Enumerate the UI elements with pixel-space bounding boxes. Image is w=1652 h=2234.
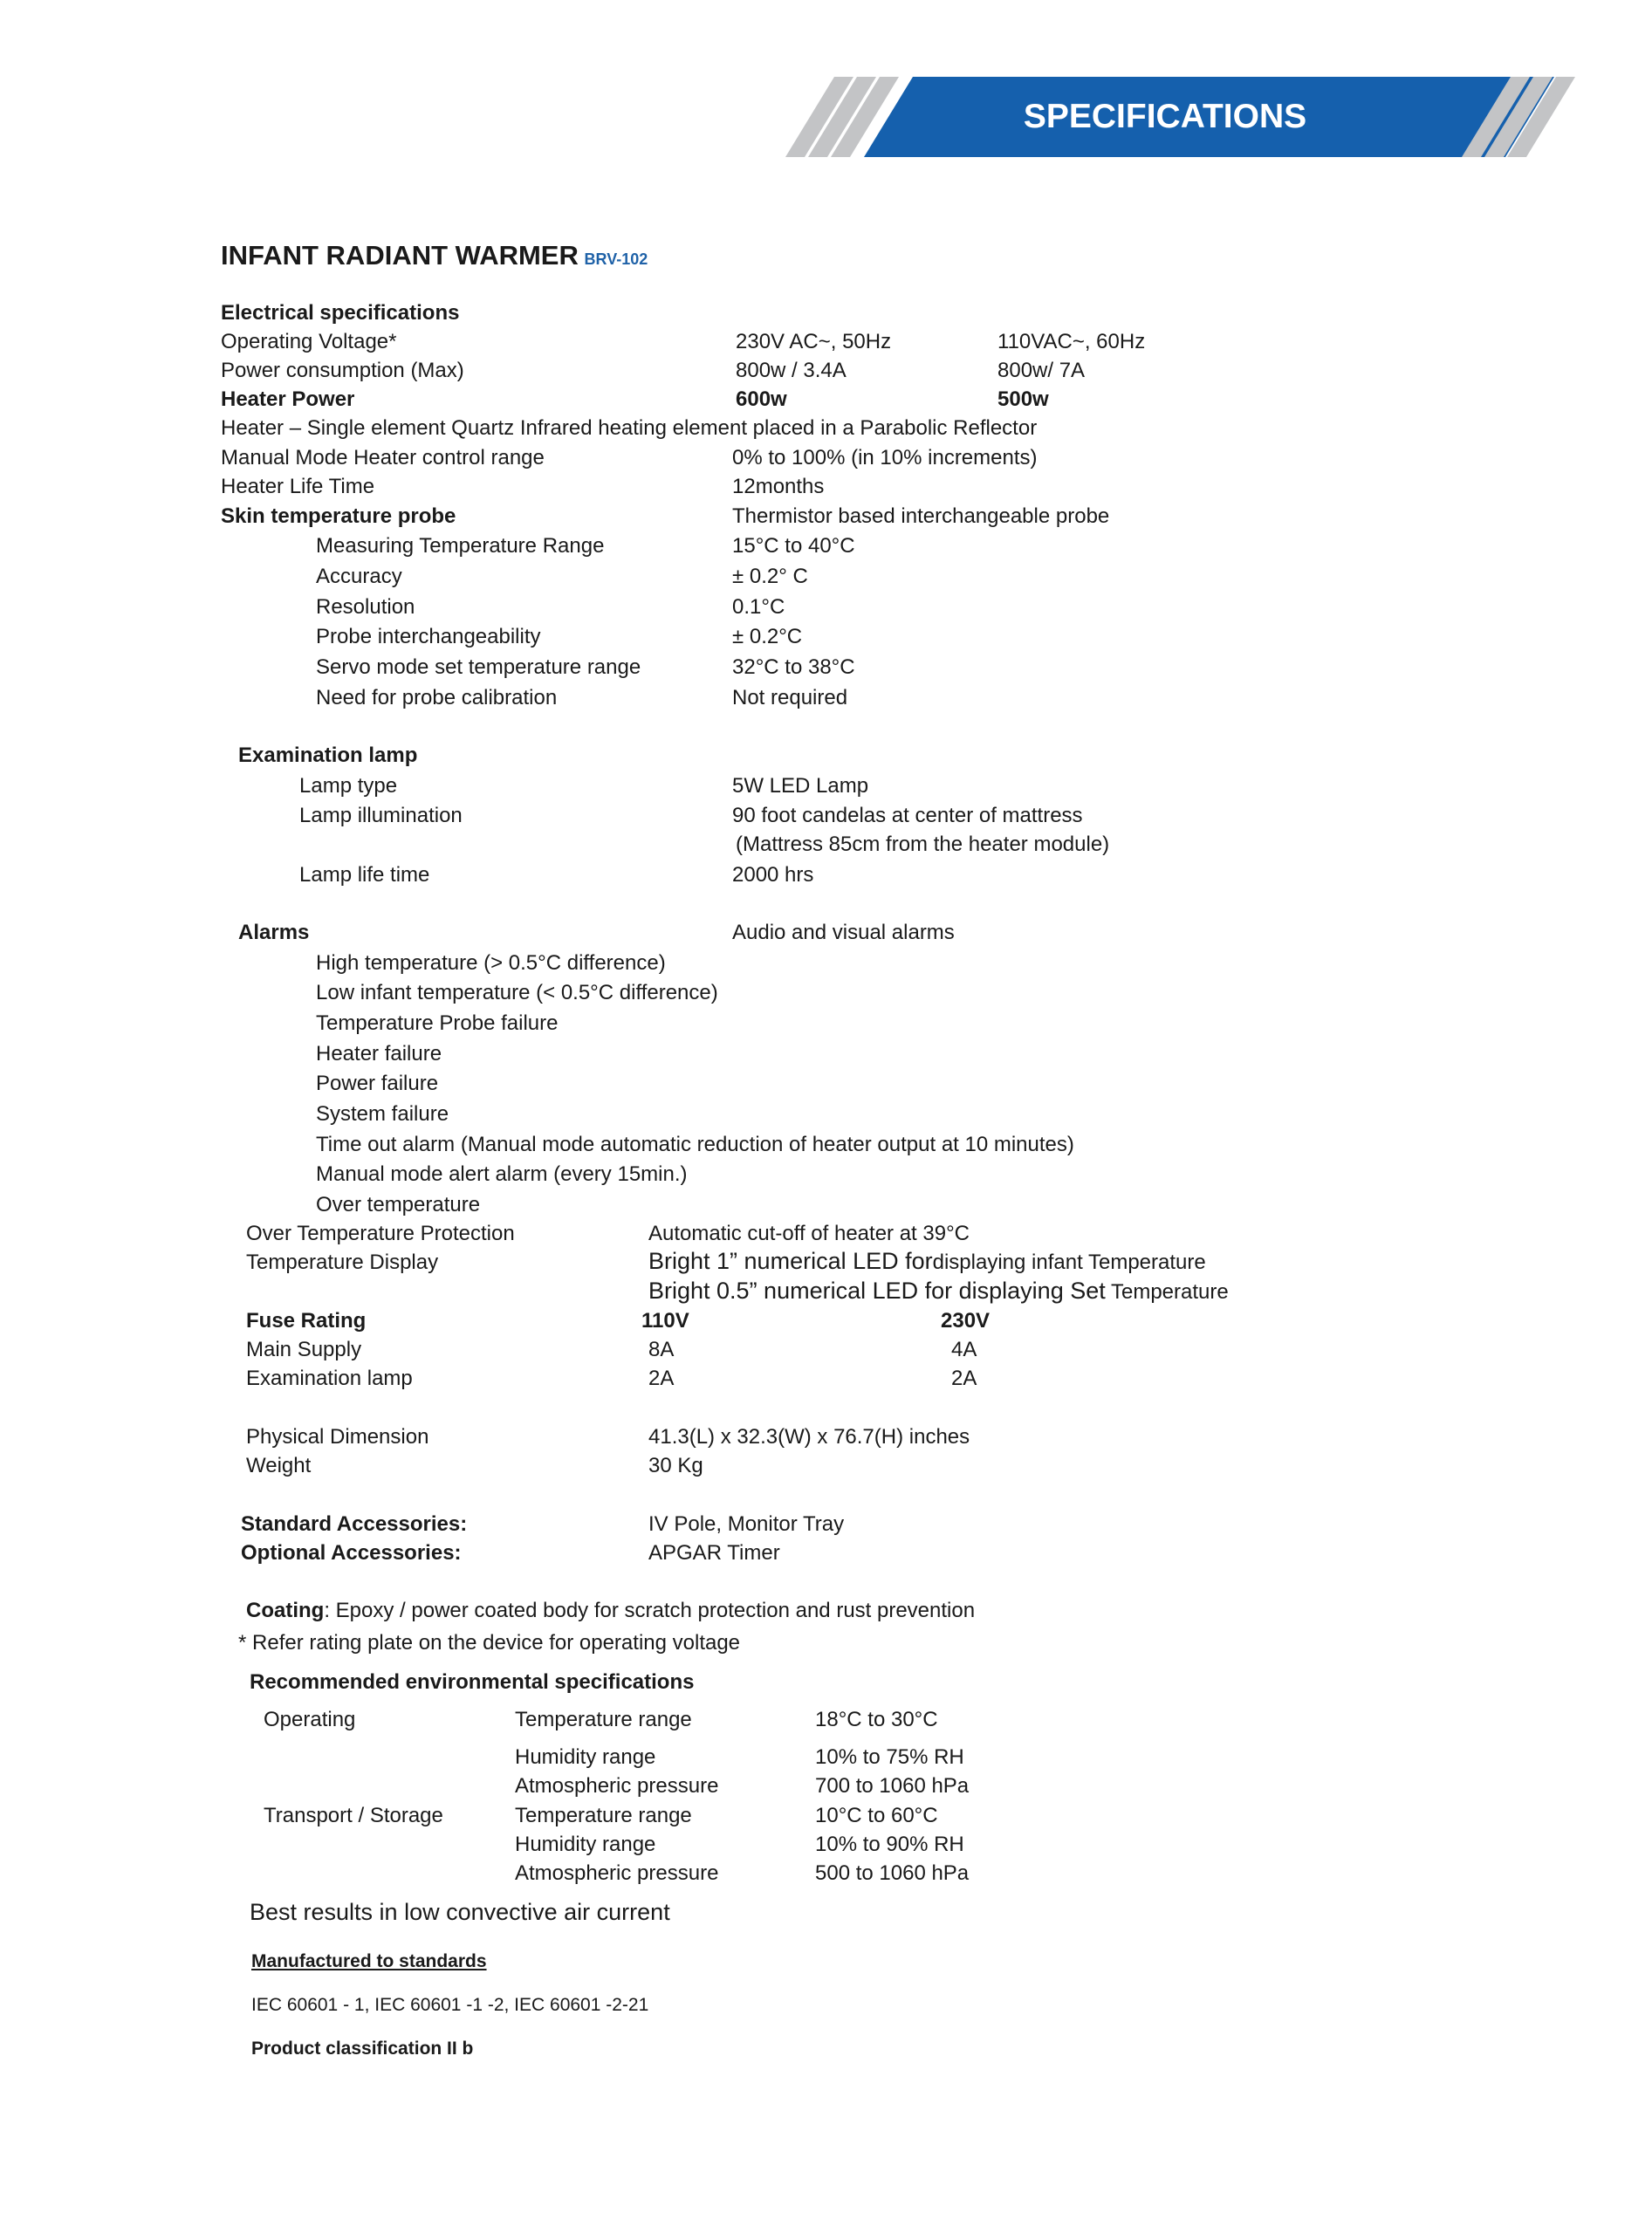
weight-label: Weight <box>246 1454 312 1477</box>
heater-power-230: 600w <box>736 387 787 411</box>
display-line-1a: Bright 1” numerical LED for <box>648 1248 933 1274</box>
fuse-main-110: 8A <box>648 1338 675 1361</box>
lamp-heading: Examination lamp <box>238 744 418 767</box>
fuse-col-110: 110V <box>641 1309 689 1333</box>
environment-param: Atmospheric pressure <box>515 1861 719 1885</box>
probe-row-label: Servo mode set temperature range <box>316 655 641 679</box>
environment-value: 18°C to 30°C <box>815 1708 938 1731</box>
probe-row-value: ± 0.2°C <box>732 625 803 648</box>
environment-value: 10°C to 60°C <box>815 1804 938 1827</box>
display-line-2 <box>648 1278 1229 1305</box>
environment-value: 700 to 1060 hPa <box>815 1774 970 1798</box>
probe-row-label: Need for probe calibration <box>316 686 558 709</box>
product-model: BRV-102 <box>584 250 648 268</box>
heater-life-value: 12months <box>732 475 825 498</box>
alarm-item: Temperature Probe failure <box>316 1011 559 1035</box>
lamp-illumination-value: 90 foot candelas at center of mattress <box>732 804 1083 827</box>
display-line-2b: Temperature <box>1110 1280 1229 1304</box>
environment-param: Temperature range <box>515 1804 692 1827</box>
alarm-item: Over temperature <box>316 1193 481 1216</box>
fuse-lamp-110: 2A <box>648 1367 675 1390</box>
alarm-item: High temperature (> 0.5°C difference) <box>316 951 666 975</box>
fuse-heading: Fuse Rating <box>246 1309 367 1333</box>
fuse-main-label: Main Supply <box>246 1338 362 1361</box>
heater-power-110: 500w <box>997 387 1049 411</box>
probe-row-value: ± 0.2° C <box>732 565 808 588</box>
alarms-heading: Alarms <box>238 921 310 944</box>
environment-heading: Recommended environmental specifications <box>250 1670 695 1694</box>
probe-row-value: 15°C to 40°C <box>732 534 855 558</box>
heater-power-label: Heater Power <box>221 387 355 411</box>
environment-value: 10% to 90% RH <box>815 1833 964 1856</box>
environment-value: 10% to 75% RH <box>815 1745 964 1769</box>
environment-transport-label: Transport / Storage <box>264 1804 443 1827</box>
banner-title: SPECIFICATIONS <box>1023 98 1307 135</box>
probe-value: Thermistor based interchangeable probe <box>732 504 1110 528</box>
alarm-item: System failure <box>316 1102 449 1126</box>
alarm-item: Heater failure <box>316 1042 442 1066</box>
fuse-col-230: 230V <box>941 1309 991 1333</box>
alarm-item: Power failure <box>316 1072 439 1095</box>
probe-row-label: Accuracy <box>316 565 402 588</box>
fuse-main-230: 4A <box>951 1338 977 1361</box>
environment-param: Humidity range <box>515 1745 656 1769</box>
display-line-1b: displaying infant Temperature <box>932 1251 1206 1274</box>
dimension-label: Physical Dimension <box>246 1425 429 1449</box>
power-consumption-label: Power consumption (Max) <box>221 359 464 382</box>
manual-range-label: Manual Mode Heater control range <box>221 446 545 469</box>
probe-row-value: 0.1°C <box>732 595 785 619</box>
probe-row-value: Not required <box>732 686 848 709</box>
dimension-value: 41.3(L) x 32.3(W) x 76.7(H) inches <box>648 1425 970 1449</box>
operating-voltage-230: 230V AC~, 50Hz <box>736 330 892 353</box>
heater-description: Heater – Single element Quartz Infrared heating element placed in a Parabolic Reflector <box>221 416 1038 440</box>
display-line-2a: Bright 0.5” numerical LED for displaying Set <box>648 1278 1106 1304</box>
display-label: Temperature Display <box>246 1251 439 1274</box>
coating-label: Coating <box>246 1599 325 1622</box>
display-line-1 <box>648 1248 1206 1276</box>
environment-operating-label: Operating <box>264 1708 356 1731</box>
environment-value: 500 to 1060 hPa <box>815 1861 970 1885</box>
product-name: INFANT RADIANT WARMER <box>221 240 579 271</box>
probe-heading: Skin temperature probe <box>221 504 456 528</box>
product-heading <box>221 240 648 272</box>
manual-range-value: 0% to 100% (in 10% increments) <box>732 446 1038 469</box>
lamp-illumination-label: Lamp illumination <box>299 804 463 827</box>
standards-list: IEC 60601 - 1, IEC 60601 -1 -2, IEC 60601 -2-21 <box>251 1995 649 2015</box>
standards-heading: Manufactured to standards <box>251 1951 487 1971</box>
environment-param: Temperature range <box>515 1708 692 1731</box>
probe-row-label: Resolution <box>316 595 415 619</box>
standard-accessories-label: Standard Accessories: <box>241 1512 468 1536</box>
lamp-life-value: 2000 hrs <box>732 863 814 887</box>
lamp-type-label: Lamp type <box>299 774 398 798</box>
environment-param: Atmospheric pressure <box>515 1774 719 1798</box>
power-consumption-230: 800w / 3.4A <box>736 359 847 382</box>
operating-voltage-110: 110VAC~, 60Hz <box>997 330 1146 353</box>
protection-label: Over Temperature Protection <box>246 1222 515 1245</box>
probe-row-label: Measuring Temperature Range <box>316 534 605 558</box>
lamp-type-value: 5W LED Lamp <box>732 774 869 798</box>
optional-accessories-value: APGAR Timer <box>648 1541 780 1565</box>
operating-voltage-label: Operating Voltage* <box>221 330 397 353</box>
coating-line <box>246 1598 975 1624</box>
alarm-item: Low infant temperature (< 0.5°C difference) <box>316 981 718 1004</box>
voltage-note: * Refer rating plate on the device for operating voltage <box>238 1631 741 1655</box>
optional-accessories-label: Optional Accessories: <box>241 1541 462 1565</box>
weight-value: 30 Kg <box>648 1454 703 1477</box>
standard-accessories-value: IV Pole, Monitor Tray <box>648 1512 845 1536</box>
power-consumption-110: 800w/ 7A <box>997 359 1086 382</box>
alarms-value: Audio and visual alarms <box>732 921 955 944</box>
protection-value: Automatic cut-off of heater at 39°C <box>648 1222 970 1245</box>
lamp-life-label: Lamp life time <box>299 863 430 887</box>
alarm-item: Time out alarm (Manual mode automatic reduction of heater output at 10 minutes) <box>316 1133 1074 1156</box>
alarm-item: Manual mode alert alarm (every 15min.) <box>316 1162 688 1186</box>
environment-param: Humidity range <box>515 1833 656 1856</box>
lamp-illumination-note: (Mattress 85cm from the heater module) <box>736 833 1110 856</box>
probe-row-label: Probe interchangeability <box>316 625 541 648</box>
fuse-lamp-230: 2A <box>951 1367 977 1390</box>
coating-text: : Epoxy / power coated body for scratch protection and rust prevention <box>324 1599 976 1622</box>
electrical-heading: Electrical specifications <box>221 301 460 325</box>
fuse-lamp-label: Examination lamp <box>246 1367 413 1390</box>
probe-row-value: 32°C to 38°C <box>732 655 855 679</box>
product-classification: Product classification II b <box>251 2039 474 2059</box>
heater-life-label: Heater Life Time <box>221 475 375 498</box>
best-results-note: Best results in low convective air current <box>250 1899 670 1925</box>
